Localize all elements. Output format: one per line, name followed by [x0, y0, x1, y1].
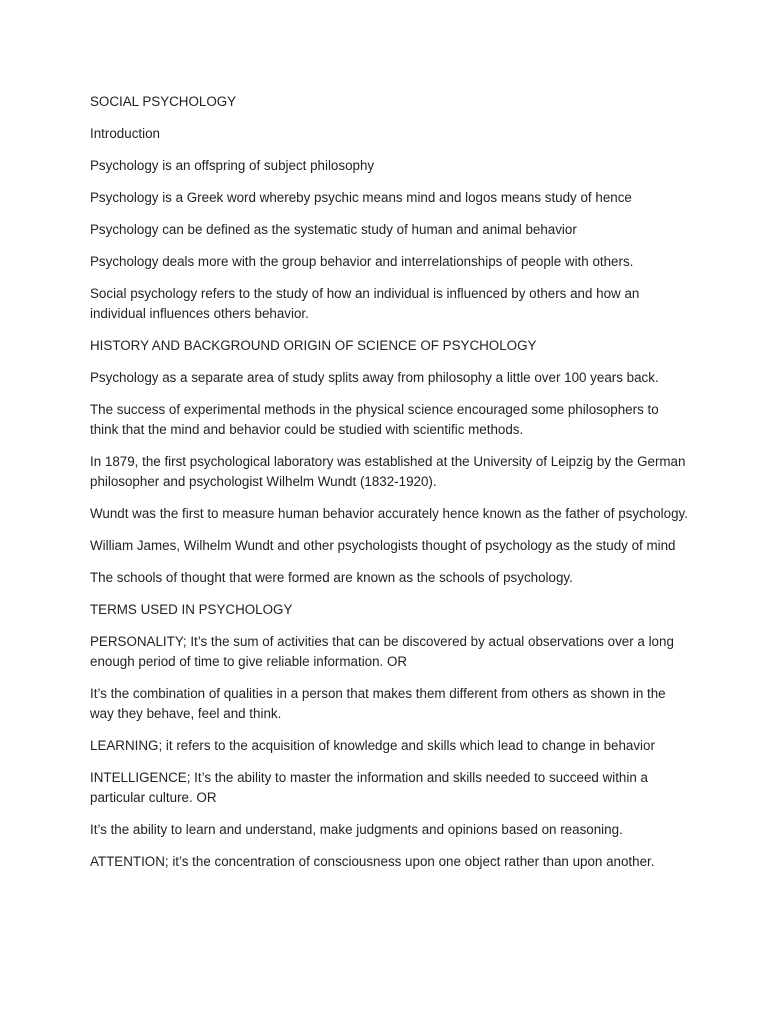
document-body	[90, 92, 690, 884]
paragraph: In 1879, the first psychological laboratory was established at the University of Leipzig by the German philosopher and psychologist Wilhelm Wundt (1832-1920).	[90, 454, 686, 489]
paragraph: The success of experimental methods in the physical science encouraged some philosophers to think that the mind and behavior could be studied with scientific methods.	[90, 402, 659, 437]
term-definition-learning: LEARNING; it refers to the acquisition of knowledge and skills which lead to change in behavior	[90, 738, 655, 753]
paragraph: Psychology deals more with the group behavior and interrelationships of people with others.	[90, 254, 634, 269]
paragraph: Social psychology refers to the study of how an individual is influenced by others and how an individual influences others behavior.	[90, 286, 640, 321]
term-definition-personality: PERSONALITY; It’s the sum of activities that can be discovered by actual observations over a long enough period of time to give reliable information. OR	[90, 634, 674, 669]
paragraph: The schools of thought that were formed are known as the schools of psychology.	[90, 570, 573, 585]
section-heading-introduction: Introduction	[90, 126, 160, 141]
paragraph: Psychology as a separate area of study splits away from philosophy a little over 100 years back.	[90, 370, 659, 385]
term-definition-intelligence: INTELLIGENCE; It’s the ability to master the information and skills needed to succeed within a particular culture. OR	[90, 770, 648, 805]
document-title: SOCIAL PSYCHOLOGY	[90, 94, 237, 109]
paragraph: Wundt was the first to measure human behavior accurately hence known as the father of psychology.	[90, 506, 688, 521]
section-heading-terms: TERMS USED IN PSYCHOLOGY	[90, 602, 293, 617]
term-definition-attention: ATTENTION; it’s the concentration of consciousness upon one object rather than upon another.	[90, 854, 655, 869]
paragraph: It’s the combination of qualities in a person that makes them different from others as shown in the way they behave, feel and think.	[90, 686, 666, 721]
paragraph: Psychology is a Greek word whereby psychic means mind and logos means study of hence	[90, 190, 632, 205]
paragraph: It’s the ability to learn and understand, make judgments and opinions based on reasoning.	[90, 822, 623, 837]
paragraph: Psychology is an offspring of subject philosophy	[90, 158, 375, 173]
paragraph: Psychology can be defined as the systematic study of human and animal behavior	[90, 222, 577, 237]
paragraph: William James, Wilhelm Wundt and other psychologists thought of psychology as the study of mind	[90, 538, 676, 553]
section-heading-history: HISTORY AND BACKGROUND ORIGIN OF SCIENCE OF PSYCHOLOGY	[90, 338, 537, 353]
